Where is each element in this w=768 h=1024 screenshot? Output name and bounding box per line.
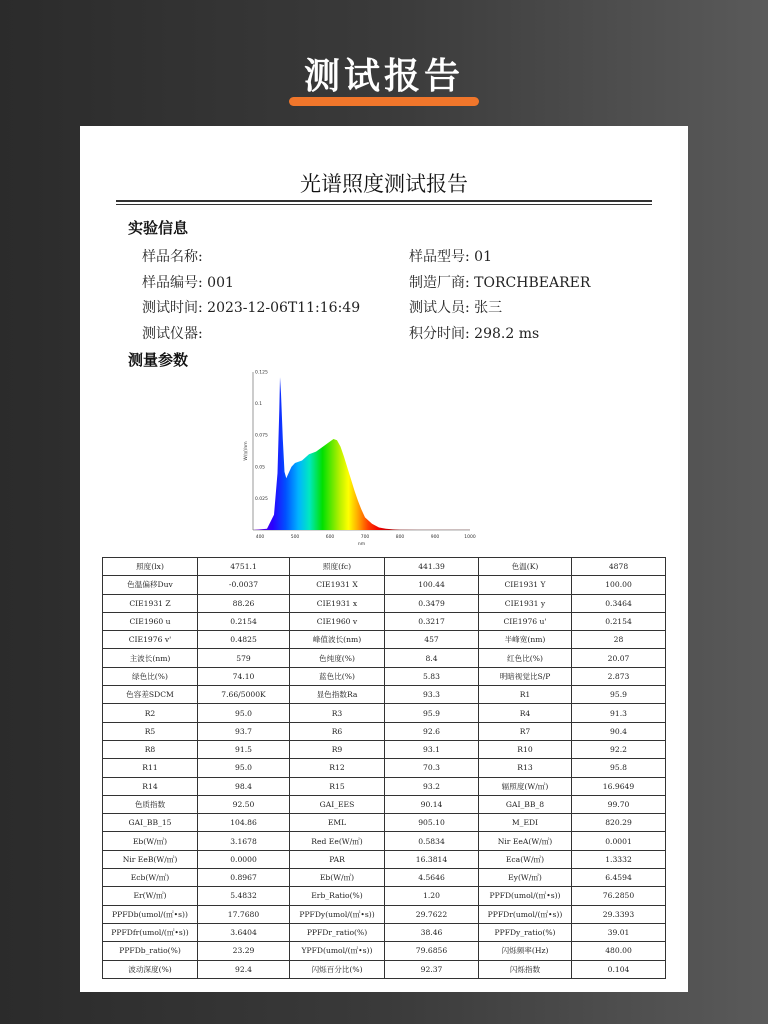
param-label-cell: CIE1931 Y — [479, 576, 572, 594]
spectrum-chart — [220, 364, 480, 554]
integration-value: 298.2 ms — [474, 326, 540, 342]
param-label-cell: 波动深度(%) — [103, 960, 198, 978]
param-value-cell: 70.3 — [385, 759, 479, 777]
table-row — [103, 850, 666, 868]
param-label-cell: R13 — [479, 759, 572, 777]
param-label-cell: 色纯度(%) — [290, 649, 385, 667]
table-row — [103, 558, 666, 576]
table-row — [103, 740, 666, 758]
param-label-cell: Eca(W/㎡) — [479, 850, 572, 868]
param-value-cell: 3.1678 — [198, 832, 290, 850]
param-value-cell: 93.2 — [385, 777, 479, 795]
param-value-cell: 93.7 — [198, 722, 290, 740]
param-value-cell: 1.20 — [385, 887, 479, 905]
param-label-cell: Eb(W/㎡) — [103, 832, 198, 850]
param-label-cell: PPFDy(umol/(㎡•s)) — [290, 905, 385, 923]
y-tick-label: 0.125 — [255, 370, 268, 376]
param-label-cell: PPFDb_ratio(%) — [103, 942, 198, 960]
param-value-cell: 457 — [385, 631, 479, 649]
param-label-cell: R6 — [290, 722, 385, 740]
param-label-cell: Er(W/㎡) — [103, 887, 198, 905]
table-row — [103, 649, 666, 667]
y-tick-label: 0.1 — [255, 402, 263, 408]
param-value-cell: 92.50 — [198, 795, 290, 813]
param-value-cell: 90.4 — [572, 722, 666, 740]
param-value-cell: 20.07 — [572, 649, 666, 667]
param-value-cell: 29.7622 — [385, 905, 479, 923]
table-row — [103, 759, 666, 777]
param-value-cell: 93.3 — [385, 686, 479, 704]
spectrum-area — [253, 377, 470, 530]
param-label-cell: CIE1931 x — [290, 594, 385, 612]
param-value-cell: 0.8967 — [198, 869, 290, 887]
tester-value: 张三 — [474, 300, 503, 316]
param-label-cell: 辐照度(W/㎡) — [479, 777, 572, 795]
sample-no-value: 001 — [207, 275, 234, 291]
param-label-cell: 半峰宽(nm) — [479, 631, 572, 649]
param-label-cell: R5 — [103, 722, 198, 740]
title-rule-thin — [116, 204, 652, 205]
param-label-cell: EML — [290, 814, 385, 832]
sample-model-label: 样品型号: — [409, 249, 470, 265]
param-value-cell: 91.5 — [198, 740, 290, 758]
title-rule — [116, 200, 652, 202]
table-row — [103, 594, 666, 612]
x-tick-label: 1000 — [464, 535, 476, 540]
param-value-cell: 90.14 — [385, 795, 479, 813]
table-row — [103, 869, 666, 887]
table-row — [103, 686, 666, 704]
table-row — [103, 777, 666, 795]
param-label-cell: Nir EeA(W/㎡) — [479, 832, 572, 850]
param-label-cell: R15 — [290, 777, 385, 795]
param-label-cell: 照度(lx) — [103, 558, 198, 576]
y-axis-label: W/㎡/nm — [244, 441, 249, 461]
manufacturer-label: 制造厂商: — [409, 275, 470, 291]
param-label-cell: R14 — [103, 777, 198, 795]
param-value-cell: 95.8 — [572, 759, 666, 777]
param-label-cell: Nir EeB(W/㎡) — [103, 850, 198, 868]
param-label-cell: 蓝色比(%) — [290, 667, 385, 685]
info-instrument — [142, 323, 203, 343]
param-label-cell: 照度(fc) — [290, 558, 385, 576]
param-value-cell: 92.37 — [385, 960, 479, 978]
info-sample-no — [142, 272, 234, 292]
y-tick-label: 0.025 — [255, 496, 268, 502]
banner-title: 测试报告 — [303, 56, 464, 97]
param-value-cell: 79.6856 — [385, 942, 479, 960]
param-label-cell: 色质指数 — [103, 795, 198, 813]
params-table — [102, 557, 666, 979]
param-value-cell: 92.6 — [385, 722, 479, 740]
table-row — [103, 704, 666, 722]
param-value-cell: 2.873 — [572, 667, 666, 685]
table-row — [103, 612, 666, 630]
param-label-cell: 闪烁频率(Hz) — [479, 942, 572, 960]
y-tick-label: 0.05 — [255, 465, 266, 471]
instrument-label: 测试仪器: — [142, 326, 203, 342]
param-value-cell: 4751.1 — [198, 558, 290, 576]
param-value-cell: 579 — [198, 649, 290, 667]
x-tick-label: 400 — [255, 535, 265, 540]
param-label-cell: PPFDr(umol/(㎡•s)) — [479, 905, 572, 923]
param-label-cell: 色温(K) — [479, 558, 572, 576]
table-row — [103, 832, 666, 850]
param-label-cell: 闪烁百分比(%) — [290, 960, 385, 978]
param-label-cell: GAI_BB_8 — [479, 795, 572, 813]
param-value-cell: 0.3479 — [385, 594, 479, 612]
param-value-cell: 0.104 — [572, 960, 666, 978]
param-label-cell: PPFDb(umol/(㎡•s)) — [103, 905, 198, 923]
param-value-cell: 100.44 — [385, 576, 479, 594]
param-label-cell: R2 — [103, 704, 198, 722]
param-label-cell: 峰值波长(nm) — [290, 631, 385, 649]
param-label-cell: M_EDI — [479, 814, 572, 832]
param-label-cell: R1 — [479, 686, 572, 704]
x-tick-label: 900 — [430, 535, 440, 540]
param-value-cell: 7.66/5000K — [198, 686, 290, 704]
table-row — [103, 923, 666, 941]
report-sheet — [80, 126, 688, 992]
param-label-cell: PPFDr_ratio(%) — [290, 923, 385, 941]
param-value-cell: 29.3393 — [572, 905, 666, 923]
param-value-cell: 92.4 — [198, 960, 290, 978]
param-value-cell: 0.2154 — [572, 612, 666, 630]
param-label-cell: GAI_EES — [290, 795, 385, 813]
table-row — [103, 576, 666, 594]
param-value-cell: 92.2 — [572, 740, 666, 758]
sample-model-value: 01 — [474, 249, 492, 265]
param-value-cell: 99.70 — [572, 795, 666, 813]
param-label-cell: R11 — [103, 759, 198, 777]
param-value-cell: 5.83 — [385, 667, 479, 685]
table-row — [103, 795, 666, 813]
param-value-cell: 100.00 — [572, 576, 666, 594]
param-value-cell: 8.4 — [385, 649, 479, 667]
table-row — [103, 942, 666, 960]
manufacturer-value: TORCHBEARER — [474, 275, 591, 291]
param-value-cell: 16.9649 — [572, 777, 666, 795]
x-axis-label: nm — [357, 542, 366, 547]
param-value-cell: 4.5646 — [385, 869, 479, 887]
param-value-cell: 0.4825 — [198, 631, 290, 649]
sample-name-label: 样品名称: — [142, 249, 203, 265]
param-label-cell: Red Ee(W/㎡) — [290, 832, 385, 850]
param-label-cell: CIE1931 y — [479, 594, 572, 612]
param-label-cell: R12 — [290, 759, 385, 777]
param-value-cell: 28 — [572, 631, 666, 649]
param-value-cell: 0.3217 — [385, 612, 479, 630]
param-label-cell: R4 — [479, 704, 572, 722]
param-label-cell: PPFDfr(umol/(㎡•s)) — [103, 923, 198, 941]
param-value-cell: 0.2154 — [198, 612, 290, 630]
integration-label: 积分时间: — [409, 326, 470, 342]
param-value-cell: 39.01 — [572, 923, 666, 941]
param-value-cell: 98.4 — [198, 777, 290, 795]
param-label-cell: R10 — [479, 740, 572, 758]
y-tick-label: 0.075 — [255, 433, 268, 439]
param-label-cell: CIE1960 v — [290, 612, 385, 630]
param-value-cell: 0.0000 — [198, 850, 290, 868]
param-label-cell: YPFD(umol/(㎡•s)) — [290, 942, 385, 960]
param-value-cell: 95.0 — [198, 704, 290, 722]
info-tester — [409, 297, 502, 317]
param-value-cell: 905.10 — [385, 814, 479, 832]
param-value-cell: 74.10 — [198, 667, 290, 685]
param-label-cell: 显色指数Ra — [290, 686, 385, 704]
param-label-cell: Ecb(W/㎡) — [103, 869, 198, 887]
table-row — [103, 905, 666, 923]
param-value-cell: 480.00 — [572, 942, 666, 960]
param-label-cell: CIE1976 u' — [479, 612, 572, 630]
x-tick-label: 500 — [290, 535, 300, 540]
banner-underline — [289, 97, 479, 106]
param-value-cell: 441.39 — [385, 558, 479, 576]
param-value-cell: 0.5834 — [385, 832, 479, 850]
param-label-cell: 闪烁指数 — [479, 960, 572, 978]
info-heading: 实验信息 — [128, 219, 189, 237]
param-value-cell: 1.3332 — [572, 850, 666, 868]
param-value-cell: 93.1 — [385, 740, 479, 758]
info-integration-time — [409, 323, 539, 343]
param-value-cell: 820.29 — [572, 814, 666, 832]
param-label-cell: 色容差SDCM — [103, 686, 198, 704]
param-label-cell: CIE1960 u — [103, 612, 198, 630]
param-label-cell: 明暗视觉比S/P — [479, 667, 572, 685]
param-value-cell: 17.7680 — [198, 905, 290, 923]
info-sample-model — [409, 246, 492, 266]
param-label-cell: R8 — [103, 740, 198, 758]
report-title: 光谱照度测试报告 — [300, 172, 468, 196]
param-label-cell: 主波长(nm) — [103, 649, 198, 667]
table-row — [103, 887, 666, 905]
tester-label: 测试人员: — [409, 300, 470, 316]
param-value-cell: 0.0001 — [572, 832, 666, 850]
table-row — [103, 667, 666, 685]
info-sample-name — [142, 246, 203, 266]
param-value-cell: 0.3464 — [572, 594, 666, 612]
param-value-cell: 91.3 — [572, 704, 666, 722]
param-label-cell: PPFDy_ratio(%) — [479, 923, 572, 941]
param-label-cell: CIE1931 Z — [103, 594, 198, 612]
param-label-cell: Ey(W/㎡) — [479, 869, 572, 887]
test-time-label: 测试时间: — [142, 300, 203, 316]
param-value-cell: 76.2850 — [572, 887, 666, 905]
param-label-cell: PAR — [290, 850, 385, 868]
info-test-time — [142, 297, 360, 317]
param-label-cell: R3 — [290, 704, 385, 722]
param-value-cell: 6.4594 — [572, 869, 666, 887]
params-heading: 测量参数 — [128, 351, 189, 369]
param-value-cell: 95.9 — [572, 686, 666, 704]
x-tick-label: 800 — [395, 535, 405, 540]
param-value-cell: 95.0 — [198, 759, 290, 777]
table-row — [103, 960, 666, 978]
param-label-cell: CIE1976 v' — [103, 631, 198, 649]
param-value-cell: 104.86 — [198, 814, 290, 832]
param-label-cell: CIE1931 X — [290, 576, 385, 594]
param-label-cell: 绿色比(%) — [103, 667, 198, 685]
params-table-body — [103, 558, 666, 979]
param-label-cell: Erb_Ratio(%) — [290, 887, 385, 905]
table-row — [103, 722, 666, 740]
x-tick-label: 600 — [325, 535, 335, 540]
table-row — [103, 814, 666, 832]
chart-area-layer — [253, 377, 470, 530]
param-value-cell: 4878 — [572, 558, 666, 576]
param-label-cell: GAI_BB_15 — [103, 814, 198, 832]
sample-no-label: 样品编号: — [142, 275, 203, 291]
param-value-cell: 5.4832 — [198, 887, 290, 905]
param-label-cell: R7 — [479, 722, 572, 740]
info-manufacturer — [409, 272, 590, 292]
param-label-cell: R9 — [290, 740, 385, 758]
param-value-cell: 95.9 — [385, 704, 479, 722]
param-value-cell: 23.29 — [198, 942, 290, 960]
param-label-cell: Eb(W/㎡) — [290, 869, 385, 887]
param-label-cell: 红色比(%) — [479, 649, 572, 667]
param-value-cell: 88.26 — [198, 594, 290, 612]
table-row — [103, 631, 666, 649]
param-value-cell: 38.46 — [385, 923, 479, 941]
x-tick-label: 700 — [360, 535, 370, 540]
param-value-cell: -0.0037 — [198, 576, 290, 594]
param-label-cell: PPFD(umol/(㎡•s)) — [479, 887, 572, 905]
param-label-cell: 色温偏移Duv — [103, 576, 198, 594]
test-time-value: 2023-12-06T11:16:49 — [207, 300, 361, 316]
param-value-cell: 16.3814 — [385, 850, 479, 868]
param-value-cell: 3.6404 — [198, 923, 290, 941]
